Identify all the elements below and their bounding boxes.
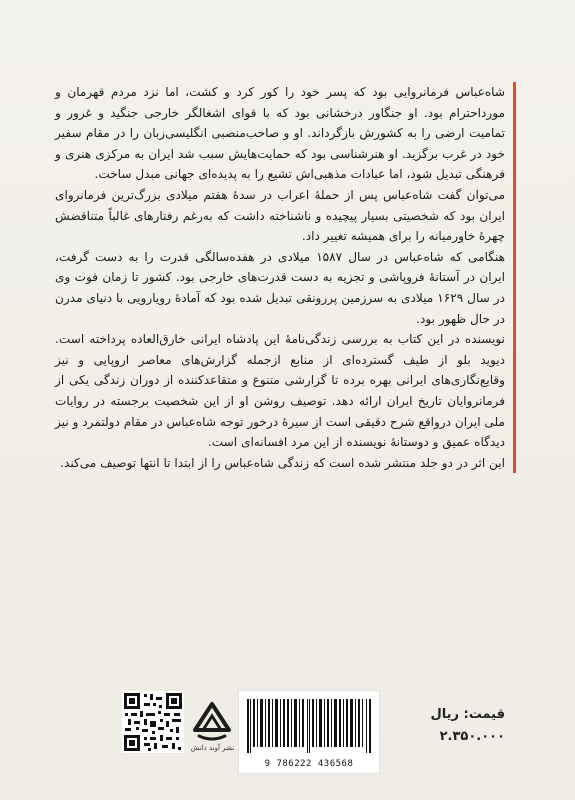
isbn-barcode [238,690,380,774]
publisher-name: نشر آوند دانش [190,744,235,752]
blurb-paragraph-2: می‌توان گفت شاه‌عباس پس از حملهٔ اعراب در سدهٔ هفتم میلادی بزرگ‌ترین فرمانروای ایران بود که شخصیتی بسیار پیچیده و ناشناخته داشت که به‌رغم رفتارهای غالباً متناقضش چهرهٔ خاورمیانه را برای همیشه تغییر داد. [55,187,505,244]
blurb-paragraph-1: شاه‌عباس فرمانروایی بود که پسر خود را کور کرد و کشت، اما نزد مردم قهرمان و مورداحترام بود. او جنگاور درخشانی بود که با قوای اشغالگر خارجی جنگید و غرور و تمامیت ارضی را به کشورش بازگرداند. او و صاحب‌منصبی انگلیسی‌زبان را در مقام سفیر خود در غرب برگزید. او هنرشناسی بود که حمایت‌هایش سبب شد ایران به مرکزی هنری و فرهنگی تبدیل شود، اما عبادات مذهبی‌اش تشیع را به پدیده‌ای جهانی مبدل ساخت. [55,85,505,182]
publisher-logo-icon [185,690,240,744]
blurb-paragraph-5: این اثر در دو جلد منتشر شده است که زندگی شاه‌عباس را از ابتدا تا انتها توصیف می‌کند. [60,455,505,470]
barcode-bars [247,699,371,753]
blurb-paragraph-3: هنگامی که شاه‌عباس در سال ۱۵۸۷ میلادی در هفده‌سالگی قدرت را به دست گرفت، ایران در آستانهٔ فروپاشی و تجزیه به دست قدرت‌های خارجی بود. کشور تا زمان فوت وی در سال ۱۶۲۹ میلادی به سرزمین پررونقی تبدیل شده بود که آمادهٔ رویارویی با دنیای مدرن در حال ظهور بود. [55,249,505,326]
price-block [385,704,505,748]
price-label: قیمت: ریال [430,707,505,722]
qr-code-pattern [122,691,184,753]
publisher-logo [185,690,240,765]
blurb-text [55,82,516,473]
blurb-paragraph-4: نویسنده در این کتاب به بررسی زندگی‌نامهٔ این پادشاه ایرانی خارق‌العاده پرداخته است. دیوید بلو از طیف گسترده‌ای از منابع ازجمله گزارش‌های معاصر اروپایی و نیز وقایع‌نگاری‌های ایرانی بهره برده تا گزارشی متنوع و متقاعدکننده از دوران زندگی یکی از فرمانروایان تاریخ ایران ارائه دهد. توصیف روشن او از این شخصیت برجسته در روایات ملی ایران درواقع شرح دقیقی است از سیرهٔ درخور توجه شاه‌عباس در مقام دولتمرد و نیز دیدگاه عمیق و دوستانهٔ نویسنده از این مرد افسانه‌ای است. [55,332,505,450]
qr-code [122,691,184,753]
price-value: ۲.۳۵۰.۰۰۰ [439,729,505,744]
isbn-digits: 9 786222 436568 [264,759,354,769]
